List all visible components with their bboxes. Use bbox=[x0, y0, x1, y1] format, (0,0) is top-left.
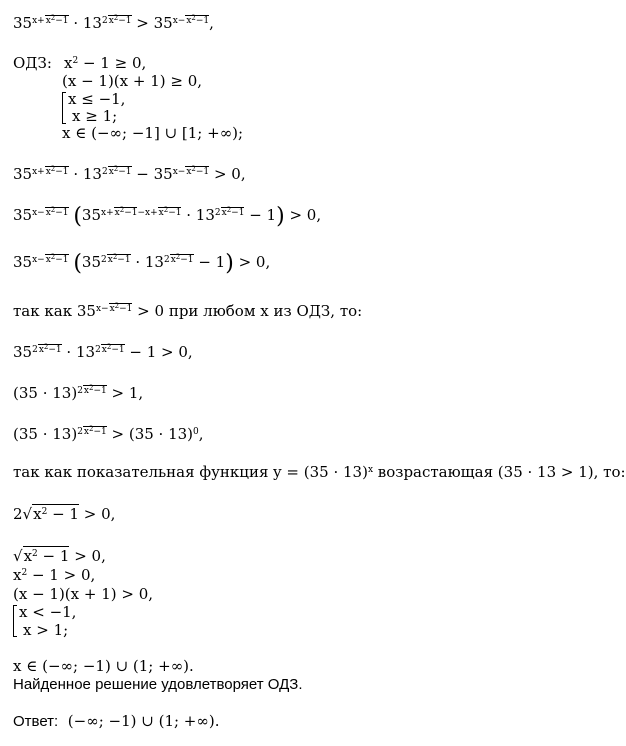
step-4: $35^{2x^2-1} \cdot 13^{2x^2-1} - 1 > 0$, bbox=[13, 343, 193, 361]
since-line-1: так как $35^{x-x^2-1} > 0$ при любом x из ОДЗ, то: bbox=[13, 302, 363, 320]
step-1: $35^{x+x^2-1} \cdot 13^{2x^2-1} - 35^{x-x^2-1} > 0$, bbox=[13, 165, 246, 183]
step-8: $√x^2 - 1 > 0$, bbox=[13, 547, 106, 565]
step-5: $(35 \cdot 13)^{2x^2-1} > 1$, bbox=[13, 384, 144, 402]
since-line-2: так как показательная функция $y = (35 \cdot 13)^x$ возрастающая (35 · 13 > 1), то: bbox=[13, 463, 626, 481]
answer-value: (−∞; −1) ∪ (1; +∞). bbox=[67, 712, 220, 730]
step-10: (x − 1)(x + 1) > 0, bbox=[13, 585, 154, 603]
step-11b: x > 1; bbox=[23, 621, 69, 639]
original-inequality: $35^{x+x^2-1} \cdot 13^{2x^2-1} > 35^{x-x^2-1}$, bbox=[13, 14, 214, 32]
answer-line bbox=[13, 712, 220, 731]
odz-line-4: x ∈ (−∞; −1] ∪ [1; +∞); bbox=[62, 124, 244, 142]
step-9: $x^2 - 1 > 0$, bbox=[13, 566, 96, 584]
check-line: Найденное решение удовлетворяет ОДЗ. bbox=[13, 676, 303, 693]
odz-line-3b: x ≥ 1; bbox=[72, 107, 118, 125]
step-6: $(35 \cdot 13)^{2x^2-1} > (35 \cdot 13)^0$, bbox=[13, 425, 204, 443]
odz-line-1: $x^2 - 1 \ge 0$, bbox=[64, 54, 147, 72]
odz-label: ОДЗ: bbox=[13, 54, 52, 72]
answer-label: Ответ: bbox=[13, 713, 59, 730]
step-11a: x < −1, bbox=[19, 603, 77, 621]
step-7: $2√x^2 - 1 > 0$, bbox=[13, 505, 116, 523]
step-3: $35^{x-x^2-1}$ $(35^{2x^2-1} \cdot 13^{2x^2-1} - 1) > 0$, bbox=[13, 251, 271, 276]
odz-bracket bbox=[62, 92, 66, 124]
odz-line-2: (x − 1)(x + 1) ≥ 0, bbox=[62, 72, 203, 90]
step-2: $35^{x-x^2-1}$ $(35^{x+x^2-1-x+x^2-1} \cdot 13^{2x^2-1} - 1) > 0$, bbox=[13, 204, 322, 229]
step-12: x ∈ (−∞; −1) ∪ (1; +∞). bbox=[13, 657, 194, 675]
odz-line-3a: x ≤ −1, bbox=[68, 90, 126, 108]
solution-bracket bbox=[13, 605, 17, 637]
